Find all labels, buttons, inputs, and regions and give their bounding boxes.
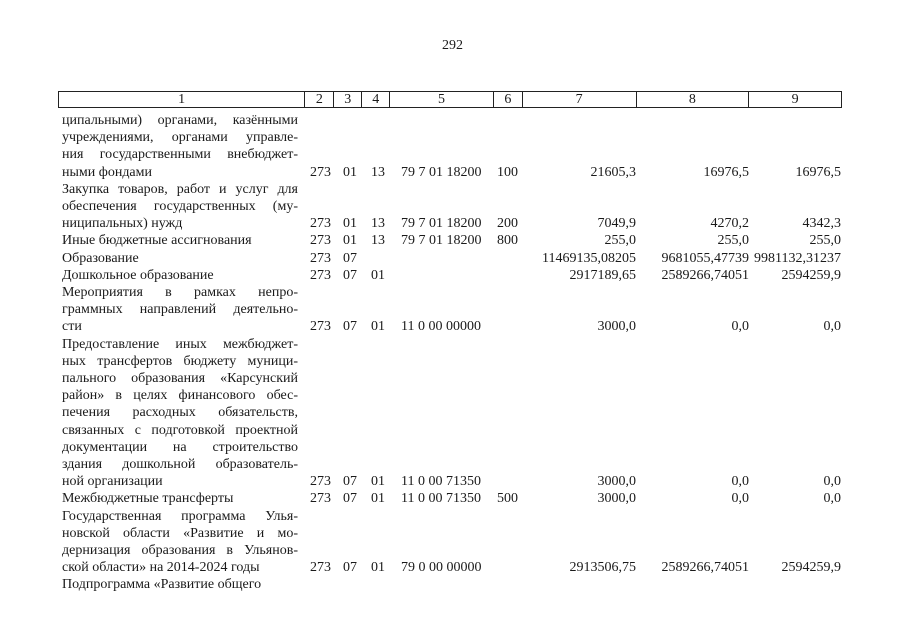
cell-c3: 01 — [343, 216, 357, 232]
description-line: ципальными) органами, казёнными — [62, 113, 298, 128]
cell-c9: 0,0 — [823, 491, 841, 507]
cell-c2: 273 — [310, 250, 331, 266]
cell-c8: 0,0 — [731, 319, 749, 335]
description-line: связанных с подготовкой проектной — [62, 422, 298, 438]
description-line: ных трансфертов бюджету муници- — [62, 353, 298, 369]
col-header-4: 4 — [362, 92, 390, 107]
col-header-5: 5 — [390, 92, 494, 107]
cell-c4: 01 — [371, 474, 385, 490]
cell-c5: 79 0 00 00000 — [401, 560, 482, 576]
cell-c3: 07 — [343, 319, 357, 335]
row-description — [62, 112, 298, 181]
cell-c7: 7049,9 — [597, 216, 636, 232]
cell-c3: 07 — [343, 491, 357, 507]
description-line: Мероприятия в рамках непро- — [62, 285, 298, 300]
cell-c8: 2589266,74051 — [661, 560, 749, 576]
description-line: Государственная программа Улья- — [62, 508, 298, 524]
description-line: Межбюджетные трансферты — [62, 491, 234, 507]
col-header-3: 3 — [334, 92, 362, 107]
cell-c7: 11469135,08205 — [542, 250, 636, 266]
row-description — [62, 490, 298, 507]
description-line: ными фондами — [62, 164, 153, 180]
cell-c9: 255,0 — [809, 233, 841, 249]
row-description — [62, 267, 298, 284]
cell-c5: 11 0 00 71350 — [401, 491, 481, 507]
cell-c6: 500 — [497, 491, 518, 507]
cell-c3: 07 — [343, 250, 357, 266]
description-line: район» в целях финансового обес- — [62, 388, 298, 404]
col-header-7: 7 — [523, 92, 637, 107]
col-header-1: 1 — [59, 92, 305, 107]
description-line: ской области» на 2014-2024 годы — [62, 560, 260, 576]
description-line: ной организации — [62, 474, 163, 490]
cell-c9: 2594259,9 — [781, 267, 841, 283]
cell-c8: 9681055,47739 — [661, 250, 749, 266]
col-header-8: 8 — [637, 92, 750, 107]
row-description — [62, 181, 298, 233]
cell-c3: 07 — [343, 267, 357, 283]
cell-c9: 0,0 — [823, 319, 841, 335]
cell-c4: 13 — [371, 233, 385, 249]
description-line: здания дошкольной образователь- — [62, 457, 298, 473]
cell-c8: 2589266,74051 — [661, 267, 749, 283]
cell-c2: 273 — [310, 233, 331, 249]
cell-c3: 01 — [343, 233, 357, 249]
description-line: Закупка товаров, работ и услуг для — [62, 181, 298, 197]
cell-c8: 0,0 — [731, 491, 749, 507]
description-line: Предоставление иных межбюджет- — [62, 336, 298, 352]
cell-c3: 07 — [343, 560, 357, 576]
description-line: ния государственными внебюджет- — [62, 147, 298, 163]
description-line: дернизация образования в Ульянов- — [62, 543, 298, 558]
cell-c6: 200 — [497, 216, 518, 232]
cell-c2: 273 — [310, 216, 331, 232]
cell-c4: 01 — [371, 560, 385, 576]
cell-c8: 16976,5 — [703, 164, 749, 180]
cell-c2: 273 — [310, 319, 331, 335]
description-line: Дошкольное образование — [62, 267, 214, 283]
cell-c9: 16976,5 — [795, 164, 841, 180]
description-line: обеспечения государственных (му- — [62, 199, 298, 214]
cell-c6: 800 — [497, 233, 518, 249]
row-description — [62, 232, 298, 249]
cell-c3: 07 — [343, 474, 357, 490]
cell-c8: 4270,2 — [710, 216, 749, 232]
description-line: ниципальных) нужд — [62, 216, 183, 232]
cell-c2: 273 — [310, 560, 331, 576]
description-line: граммных направлений деятельно- — [62, 302, 298, 318]
page-number: 292 — [442, 38, 463, 53]
col-header-2: 2 — [305, 92, 334, 107]
cell-c5: 79 7 01 18200 — [401, 164, 482, 180]
cell-c2: 273 — [310, 164, 331, 180]
cell-c5: 11 0 00 71350 — [401, 474, 481, 490]
cell-c4: 13 — [371, 164, 385, 180]
cell-c7: 3000,0 — [597, 319, 636, 335]
cell-c2: 273 — [310, 267, 331, 283]
row-description — [62, 250, 298, 267]
row-description — [62, 508, 298, 577]
cell-c7: 2913506,75 — [569, 560, 636, 576]
cell-c6: 100 — [497, 164, 518, 180]
cell-c8: 255,0 — [717, 233, 749, 249]
description-line: сти — [62, 319, 82, 335]
col-header-6: 6 — [494, 92, 523, 107]
cell-c7: 3000,0 — [597, 474, 636, 490]
row-description — [62, 336, 298, 491]
cell-c9: 2594259,9 — [781, 560, 841, 576]
row-description — [62, 284, 298, 336]
description-line: Подпрограмма «Развитие общего — [62, 577, 262, 593]
cell-c7: 255,0 — [604, 233, 636, 249]
cell-c7: 21605,3 — [590, 164, 636, 180]
description-line: печения расходных обязательств, — [62, 405, 298, 421]
cell-c7: 3000,0 — [597, 491, 636, 507]
description-line: пального образования «Карсунский — [62, 371, 298, 386]
cell-c4: 01 — [371, 491, 385, 507]
description-line: новской области «Развитие и мо- — [62, 525, 298, 541]
cell-c4: 13 — [371, 216, 385, 232]
description-line: учреждениями, органами управле- — [62, 130, 298, 146]
cell-c9: 0,0 — [823, 474, 841, 490]
table-header — [58, 91, 842, 108]
cell-c7: 2917189,65 — [569, 267, 636, 283]
cell-c8: 0,0 — [731, 474, 749, 490]
col-header-9: 9 — [791, 92, 799, 107]
cell-c9: 9981132,31237 — [754, 250, 841, 266]
cell-c9: 4342,3 — [802, 216, 841, 232]
description-line: Образование — [62, 250, 139, 266]
cell-c5: 79 7 01 18200 — [401, 216, 482, 232]
description-line: Иные бюджетные ассигнования — [62, 233, 252, 249]
description-line: документации на строительство — [62, 439, 298, 455]
cell-c3: 01 — [343, 164, 357, 180]
cell-c2: 273 — [310, 474, 331, 490]
cell-c2: 273 — [310, 491, 331, 507]
cell-c5: 79 7 01 18200 — [401, 233, 482, 249]
row-description — [62, 576, 298, 593]
cell-c5: 11 0 00 00000 — [401, 319, 481, 335]
cell-c4: 01 — [371, 267, 385, 283]
cell-c4: 01 — [371, 319, 385, 335]
